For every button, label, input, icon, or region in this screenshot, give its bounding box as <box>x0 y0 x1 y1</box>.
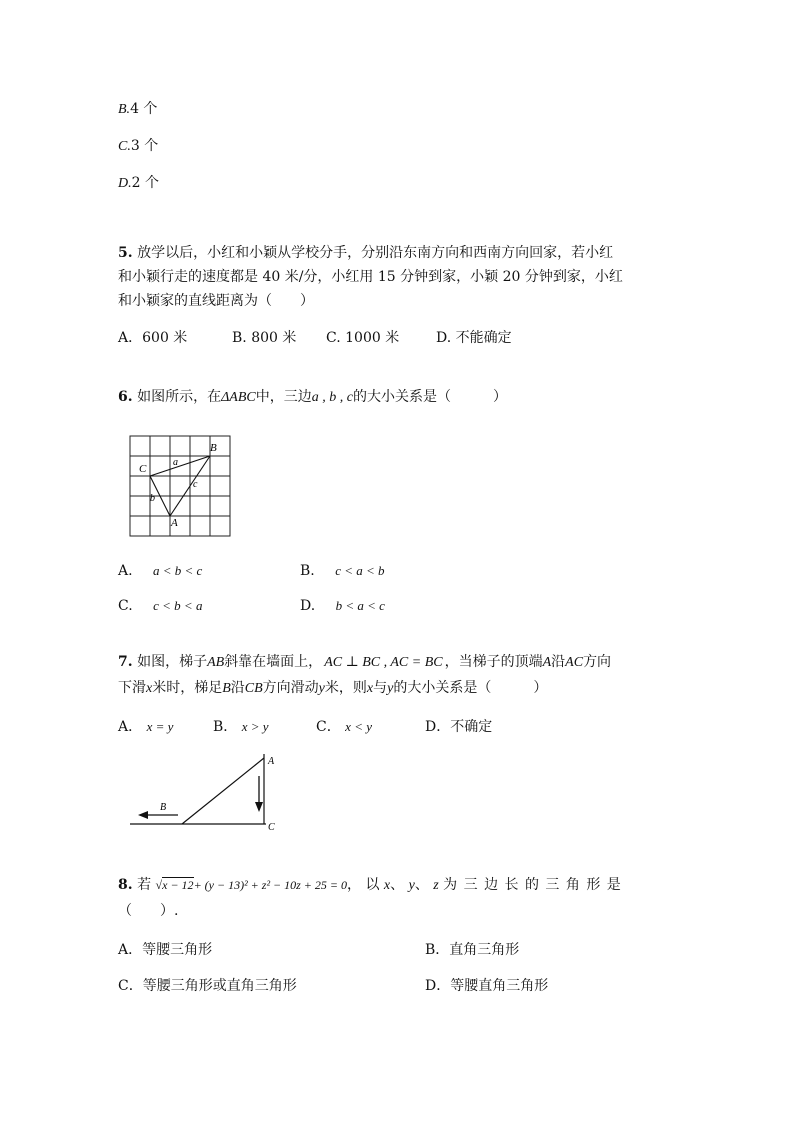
q6-option-a: A. a < b < c <box>118 563 203 579</box>
q8-option-a: A．等腰三角形 <box>118 942 213 958</box>
q8-option-b: B．直角三角形 <box>425 942 520 958</box>
q8-option-c: C．等腰三角形或直角三角形 <box>118 978 297 994</box>
label-b: b <box>150 493 155 504</box>
q8-line1: 8. 若 √x − 12+ (y − 13)² + z² − 10z + 25 = 0， 以 x、 y、 z 为 三 边 长 的 三 角 形 是 <box>118 877 622 893</box>
q7-line2: 下滑x米时，梯足B沿CB方向滑动y米，则x与y的大小关系是（ ） <box>118 680 548 696</box>
q8-equation: √x − 12+ (y − 13)² + z² − 10z + 25 = 0 <box>155 878 348 892</box>
q8-line2: （ ）. <box>118 903 179 919</box>
prev-option-b: B.4 个 <box>118 101 158 117</box>
q6-option-d: D. b < a < c <box>300 598 385 614</box>
down-arrow-head <box>255 802 263 812</box>
label-A: A <box>171 517 178 529</box>
q5-option-a: A．600 米 <box>118 330 188 346</box>
label-c: c <box>193 479 198 490</box>
q5-option-d: D. 不能确定 <box>436 330 512 346</box>
left-arrow-head <box>138 811 148 819</box>
side-a-line <box>150 456 210 476</box>
label-B: B <box>160 802 167 813</box>
q7-option-a: A． x = y <box>118 719 174 735</box>
q5-line2: 和小颖行走的速度都是 40 米/分，小红用 15 分钟到家，小颖 20 分钟到家，小红 <box>118 269 623 285</box>
q7-option-d: D．不确定 <box>425 719 493 735</box>
q5-option-b: B. 800 米 <box>232 330 297 346</box>
label-C: C <box>268 822 275 833</box>
q6-option-c: C. c < b < a <box>118 598 203 614</box>
q5-option-c: C. 1000 米 <box>326 330 400 346</box>
q7-ladder-figure <box>126 750 286 838</box>
q7-line1: 7. 如图，梯子AB斜靠在墙面上， AC ⊥ BC , AC = BC ，当梯子的顶端A沿AC方向 <box>118 654 612 670</box>
q6-grid-figure <box>126 432 236 538</box>
q8-option-d: D．等腰直角三角形 <box>425 978 549 994</box>
prev-option-c: C.3 个 <box>118 138 159 154</box>
ladder-line <box>182 758 264 824</box>
q6-option-b: B. c < a < b <box>300 563 385 579</box>
prev-option-d: D.2 个 <box>118 175 159 191</box>
label-C: C <box>139 463 147 475</box>
q6-triangle <box>150 456 210 516</box>
q5-line1: 5. 放学以后，小红和小颖从学校分手，分别沿东南方向和西南方向回家，若小红 <box>118 245 614 261</box>
q7-option-b: B． x > y <box>213 719 269 735</box>
label-B: B <box>210 442 217 454</box>
label-A: A <box>268 756 275 767</box>
q5-line3: 和小颖家的直线距离为（ ） <box>118 293 314 309</box>
q6-stem: 6. 如图所示，在ΔABC中，三边a , b , c的大小关系是（ ） <box>118 389 507 405</box>
q7-option-c: C． x < y <box>316 719 372 735</box>
label-a: a <box>173 457 178 468</box>
